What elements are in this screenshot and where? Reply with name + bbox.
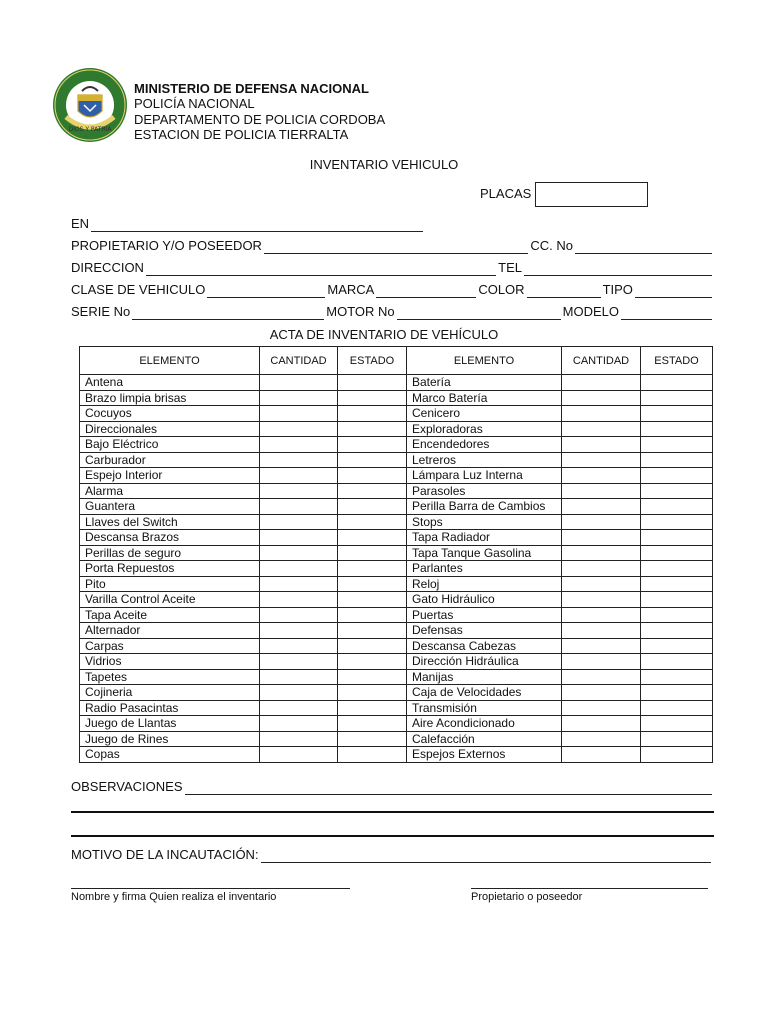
- cantidad-right-cell[interactable]: [562, 499, 641, 515]
- propietario-input[interactable]: [264, 238, 528, 254]
- ministry-title: MINISTERIO DE DEFENSA NACIONAL: [134, 81, 369, 96]
- elemento-left-cell: Direccionales: [80, 421, 260, 437]
- cantidad-right-cell[interactable]: [562, 638, 641, 654]
- propietario-label: PROPIETARIO Y/O POSEEDOR: [71, 238, 262, 253]
- police-title: POLICÍA NACIONAL: [134, 96, 255, 111]
- cantidad-right-cell[interactable]: [562, 545, 641, 561]
- elemento-right-cell: Puertas: [407, 607, 562, 623]
- color-label: COLOR: [478, 282, 525, 297]
- header-cantidad-left: CANTIDAD: [260, 347, 338, 375]
- elemento-right-cell: Transmisión: [407, 700, 562, 716]
- field-row-serie: [71, 302, 714, 320]
- cantidad-right-cell[interactable]: [562, 607, 641, 623]
- signature-label-inventory: Nombre y firma Quien realiza el inventario: [71, 891, 277, 903]
- header-elemento-left: ELEMENTO: [80, 347, 260, 375]
- table-row: [80, 452, 713, 468]
- tipo-input[interactable]: [635, 282, 712, 298]
- table-row: [80, 607, 713, 623]
- estado-right-cell[interactable]: [641, 592, 713, 608]
- modelo-label: MODELO: [562, 304, 619, 319]
- cantidad-left-cell[interactable]: [260, 561, 338, 577]
- estado-right-cell[interactable]: [641, 669, 713, 685]
- estado-right-cell[interactable]: [641, 437, 713, 453]
- observaciones-input[interactable]: [185, 779, 713, 795]
- estado-right-cell[interactable]: [641, 731, 713, 747]
- signature-label-owner: Propietario o poseedor: [471, 891, 583, 903]
- estado-left-cell[interactable]: [338, 685, 407, 701]
- table-row: [80, 685, 713, 701]
- cantidad-right-cell[interactable]: [562, 406, 641, 422]
- direccion-label: DIRECCION: [71, 260, 144, 275]
- svg-text:DIOS Y PATRIA: DIOS Y PATRIA: [68, 126, 112, 133]
- motor-label: MOTOR No: [326, 304, 395, 319]
- cantidad-left-cell[interactable]: [260, 499, 338, 515]
- table-row: [80, 483, 713, 499]
- elemento-right-cell: Dirección Hidráulica: [407, 654, 562, 670]
- cantidad-right-cell[interactable]: [562, 390, 641, 406]
- table-row: [80, 421, 713, 437]
- cantidad-right-cell[interactable]: [562, 747, 641, 763]
- cantidad-left-cell[interactable]: [260, 747, 338, 763]
- table-row: [80, 623, 713, 639]
- estado-left-cell[interactable]: [338, 747, 407, 763]
- cantidad-right-cell[interactable]: [562, 483, 641, 499]
- cantidad-right-cell[interactable]: [562, 654, 641, 670]
- cantidad-right-cell[interactable]: [562, 700, 641, 716]
- marca-input[interactable]: [376, 282, 476, 298]
- elemento-left-cell: Cocuyos: [80, 406, 260, 422]
- elemento-left-cell: Copas: [80, 747, 260, 763]
- cantidad-left-cell[interactable]: [260, 452, 338, 468]
- cantidad-right-cell[interactable]: [562, 561, 641, 577]
- estado-right-cell[interactable]: [641, 654, 713, 670]
- estado-right-cell[interactable]: [641, 700, 713, 716]
- acta-title: ACTA DE INVENTARIO DE VEHÍCULO: [269, 327, 499, 342]
- estado-left-cell[interactable]: [338, 700, 407, 716]
- elemento-right-cell: Aire Acondicionado: [407, 716, 562, 732]
- field-row-direccion: [71, 258, 714, 276]
- estado-right-cell[interactable]: [641, 638, 713, 654]
- elemento-left-cell: Llaves del Switch: [80, 514, 260, 530]
- elemento-right-cell: Caja de Velocidades: [407, 685, 562, 701]
- elemento-left-cell: Pito: [80, 576, 260, 592]
- department-title: DEPARTAMENTO DE POLICIA CORDOBA: [134, 112, 386, 127]
- elemento-left-cell: Bajo Eléctrico: [80, 437, 260, 453]
- elemento-right-cell: Letreros: [407, 452, 562, 468]
- observaciones-label: OBSERVACIONES: [71, 779, 183, 794]
- elemento-right-cell: Gato Hidráulico: [407, 592, 562, 608]
- cantidad-right-cell[interactable]: [562, 514, 641, 530]
- direccion-input[interactable]: [146, 260, 496, 276]
- estado-left-cell[interactable]: [338, 545, 407, 561]
- estado-right-cell[interactable]: [641, 607, 713, 623]
- serie-label: SERIE No: [71, 304, 131, 319]
- police-seal-logo: [52, 67, 128, 143]
- elemento-left-cell: Varilla Control Aceite: [80, 592, 260, 608]
- field-row-observaciones: [71, 777, 714, 795]
- elemento-right-cell: Parlantes: [407, 561, 562, 577]
- table-row: [80, 468, 713, 484]
- tipo-label: TIPO: [602, 282, 633, 297]
- estado-left-cell[interactable]: [338, 592, 407, 608]
- cantidad-right-cell[interactable]: [562, 530, 641, 546]
- en-label: EN: [71, 216, 90, 231]
- estado-right-cell[interactable]: [641, 483, 713, 499]
- estado-right-cell[interactable]: [641, 468, 713, 484]
- cantidad-left-cell[interactable]: [260, 685, 338, 701]
- estado-left-cell[interactable]: [338, 375, 407, 391]
- elemento-left-cell: Tapa Aceite: [80, 607, 260, 623]
- elemento-right-cell: Descansa Cabezas: [407, 638, 562, 654]
- elemento-right-cell: Espejos Externos: [407, 747, 562, 763]
- cantidad-right-cell[interactable]: [562, 452, 641, 468]
- estado-left-cell[interactable]: [338, 654, 407, 670]
- estado-left-cell[interactable]: [338, 514, 407, 530]
- cantidad-left-cell[interactable]: [260, 545, 338, 561]
- estado-right-cell[interactable]: [641, 623, 713, 639]
- elemento-right-cell: Encendedores: [407, 437, 562, 453]
- modelo-input[interactable]: [621, 304, 712, 320]
- cantidad-left-cell[interactable]: [260, 669, 338, 685]
- elemento-left-cell: Perillas de seguro: [80, 545, 260, 561]
- estado-right-cell[interactable]: [641, 716, 713, 732]
- cantidad-right-cell[interactable]: [562, 731, 641, 747]
- cantidad-left-cell[interactable]: [260, 607, 338, 623]
- elemento-right-cell: Calefacción: [407, 731, 562, 747]
- table-row: [80, 406, 713, 422]
- estado-left-cell[interactable]: [338, 669, 407, 685]
- elemento-left-cell: Espejo Interior: [80, 468, 260, 484]
- cantidad-right-cell[interactable]: [562, 576, 641, 592]
- estado-right-cell[interactable]: [641, 452, 713, 468]
- elemento-right-cell: Manijas: [407, 669, 562, 685]
- clase-input[interactable]: [207, 282, 325, 298]
- estado-left-cell[interactable]: [338, 716, 407, 732]
- estado-left-cell[interactable]: [338, 623, 407, 639]
- table-row: [80, 731, 713, 747]
- elemento-left-cell: Cojineria: [80, 685, 260, 701]
- cantidad-left-cell[interactable]: [260, 576, 338, 592]
- estado-left-cell[interactable]: [338, 561, 407, 577]
- cantidad-right-cell[interactable]: [562, 437, 641, 453]
- elemento-left-cell: Brazo limpia brisas: [80, 390, 260, 406]
- elemento-left-cell: Radio Pasacintas: [80, 700, 260, 716]
- table-row: [80, 437, 713, 453]
- estado-left-cell[interactable]: [338, 468, 407, 484]
- cantidad-right-cell[interactable]: [562, 421, 641, 437]
- cantidad-right-cell[interactable]: [562, 592, 641, 608]
- estado-right-cell[interactable]: [641, 747, 713, 763]
- estado-right-cell[interactable]: [641, 530, 713, 546]
- elemento-left-cell: Alarma: [80, 483, 260, 499]
- elemento-left-cell: Antena: [80, 375, 260, 391]
- cantidad-right-cell[interactable]: [562, 685, 641, 701]
- table-row: [80, 561, 713, 577]
- placas-label: PLACAS: [480, 186, 532, 201]
- table-header-row: [80, 347, 713, 375]
- motivo-label: MOTIVO DE LA INCAUTACIÓN:: [71, 847, 259, 862]
- estado-left-cell[interactable]: [338, 452, 407, 468]
- cantidad-right-cell[interactable]: [562, 623, 641, 639]
- cantidad-right-cell[interactable]: [562, 669, 641, 685]
- estado-left-cell[interactable]: [338, 437, 407, 453]
- elemento-left-cell: Descansa Brazos: [80, 530, 260, 546]
- signature-line-owner[interactable]: [471, 888, 708, 889]
- elemento-left-cell: Juego de Rines: [80, 731, 260, 747]
- estado-left-cell[interactable]: [338, 607, 407, 623]
- header-estado-left: ESTADO: [338, 347, 407, 375]
- tel-input[interactable]: [524, 260, 712, 276]
- cantidad-right-cell[interactable]: [562, 716, 641, 732]
- table-row: [80, 716, 713, 732]
- table-row: [80, 592, 713, 608]
- cantidad-left-cell[interactable]: [260, 483, 338, 499]
- cantidad-left-cell[interactable]: [260, 421, 338, 437]
- elemento-left-cell: Vidrios: [80, 654, 260, 670]
- inventory-table: [79, 346, 713, 763]
- estado-left-cell[interactable]: [338, 731, 407, 747]
- elemento-right-cell: Parasoles: [407, 483, 562, 499]
- cantidad-left-cell[interactable]: [260, 514, 338, 530]
- table-row: [80, 499, 713, 515]
- estado-right-cell[interactable]: [641, 406, 713, 422]
- estado-left-cell[interactable]: [338, 390, 407, 406]
- table-row: [80, 576, 713, 592]
- table-row: [80, 530, 713, 546]
- cc-input[interactable]: [575, 238, 712, 254]
- cantidad-left-cell[interactable]: [260, 406, 338, 422]
- cantidad-left-cell[interactable]: [260, 638, 338, 654]
- elemento-left-cell: Porta Repuestos: [80, 561, 260, 577]
- serie-input[interactable]: [132, 304, 324, 320]
- elemento-left-cell: Tapetes: [80, 669, 260, 685]
- elemento-right-cell: Defensas: [407, 623, 562, 639]
- color-input[interactable]: [527, 282, 601, 298]
- estado-left-cell[interactable]: [338, 638, 407, 654]
- estado-right-cell[interactable]: [641, 390, 713, 406]
- table-row: [80, 700, 713, 716]
- elemento-right-cell: Tapa Tanque Gasolina: [407, 545, 562, 561]
- table-row: [80, 545, 713, 561]
- header-cantidad-right: CANTIDAD: [562, 347, 641, 375]
- elemento-right-cell: Batería: [407, 375, 562, 391]
- elemento-right-cell: Perilla Barra de Cambios: [407, 499, 562, 515]
- table-row: [80, 654, 713, 670]
- estado-right-cell[interactable]: [641, 421, 713, 437]
- elemento-right-cell: Exploradoras: [407, 421, 562, 437]
- estado-right-cell[interactable]: [641, 545, 713, 561]
- motor-input[interactable]: [397, 304, 561, 320]
- field-row-motivo: [71, 845, 714, 863]
- cantidad-right-cell[interactable]: [562, 468, 641, 484]
- field-row-propietario: [71, 236, 714, 254]
- estado-left-cell[interactable]: [338, 406, 407, 422]
- elemento-left-cell: Guantera: [80, 499, 260, 515]
- elemento-right-cell: Stops: [407, 514, 562, 530]
- table-row: [80, 514, 713, 530]
- elemento-right-cell: Marco Batería: [407, 390, 562, 406]
- cantidad-left-cell[interactable]: [260, 592, 338, 608]
- cantidad-left-cell[interactable]: [260, 530, 338, 546]
- estado-right-cell[interactable]: [641, 375, 713, 391]
- elemento-left-cell: Juego de Llantas: [80, 716, 260, 732]
- table-row: [80, 390, 713, 406]
- marca-label: MARCA: [327, 282, 375, 297]
- observaciones-line-3[interactable]: [71, 835, 714, 837]
- cantidad-right-cell[interactable]: [562, 375, 641, 391]
- placas-input[interactable]: [535, 182, 648, 207]
- observaciones-line-2[interactable]: [71, 811, 714, 813]
- station-title: ESTACION DE POLICIA TIERRALTA: [134, 127, 349, 142]
- cantidad-left-cell[interactable]: [260, 700, 338, 716]
- estado-right-cell[interactable]: [641, 499, 713, 515]
- cantidad-left-cell[interactable]: [260, 375, 338, 391]
- elemento-left-cell: Carpas: [80, 638, 260, 654]
- estado-left-cell[interactable]: [338, 530, 407, 546]
- cantidad-left-cell[interactable]: [260, 623, 338, 639]
- motivo-input[interactable]: [261, 847, 711, 863]
- estado-right-cell[interactable]: [641, 514, 713, 530]
- estado-left-cell[interactable]: [338, 421, 407, 437]
- field-row-en: [71, 214, 714, 232]
- cantidad-left-cell[interactable]: [260, 731, 338, 747]
- cantidad-left-cell[interactable]: [260, 716, 338, 732]
- table-row: [80, 638, 713, 654]
- header-estado-right: ESTADO: [641, 347, 713, 375]
- estado-left-cell[interactable]: [338, 483, 407, 499]
- elemento-right-cell: Tapa Radiador: [407, 530, 562, 546]
- signature-line-inventory[interactable]: [71, 888, 350, 889]
- document-title: INVENTARIO VEHICULO: [309, 157, 459, 172]
- estado-right-cell[interactable]: [641, 561, 713, 577]
- en-input[interactable]: [91, 216, 423, 232]
- cantidad-left-cell[interactable]: [260, 654, 338, 670]
- estado-right-cell[interactable]: [641, 685, 713, 701]
- elemento-left-cell: Carburador: [80, 452, 260, 468]
- table-row: [80, 375, 713, 391]
- elemento-right-cell: Lámpara Luz Interna: [407, 468, 562, 484]
- field-row-clase: [71, 280, 714, 298]
- cantidad-left-cell[interactable]: [260, 390, 338, 406]
- estado-right-cell[interactable]: [641, 576, 713, 592]
- tel-label: TEL: [498, 260, 522, 275]
- elemento-right-cell: Cenicero: [407, 406, 562, 422]
- table-row: [80, 747, 713, 763]
- cantidad-left-cell[interactable]: [260, 468, 338, 484]
- elemento-right-cell: Reloj: [407, 576, 562, 592]
- cc-label: CC. No: [530, 238, 573, 253]
- header-elemento-right: ELEMENTO: [407, 347, 562, 375]
- cantidad-left-cell[interactable]: [260, 437, 338, 453]
- estado-left-cell[interactable]: [338, 499, 407, 515]
- elemento-left-cell: Alternador: [80, 623, 260, 639]
- table-row: [80, 669, 713, 685]
- estado-left-cell[interactable]: [338, 576, 407, 592]
- clase-label: CLASE DE VEHICULO: [71, 282, 206, 297]
